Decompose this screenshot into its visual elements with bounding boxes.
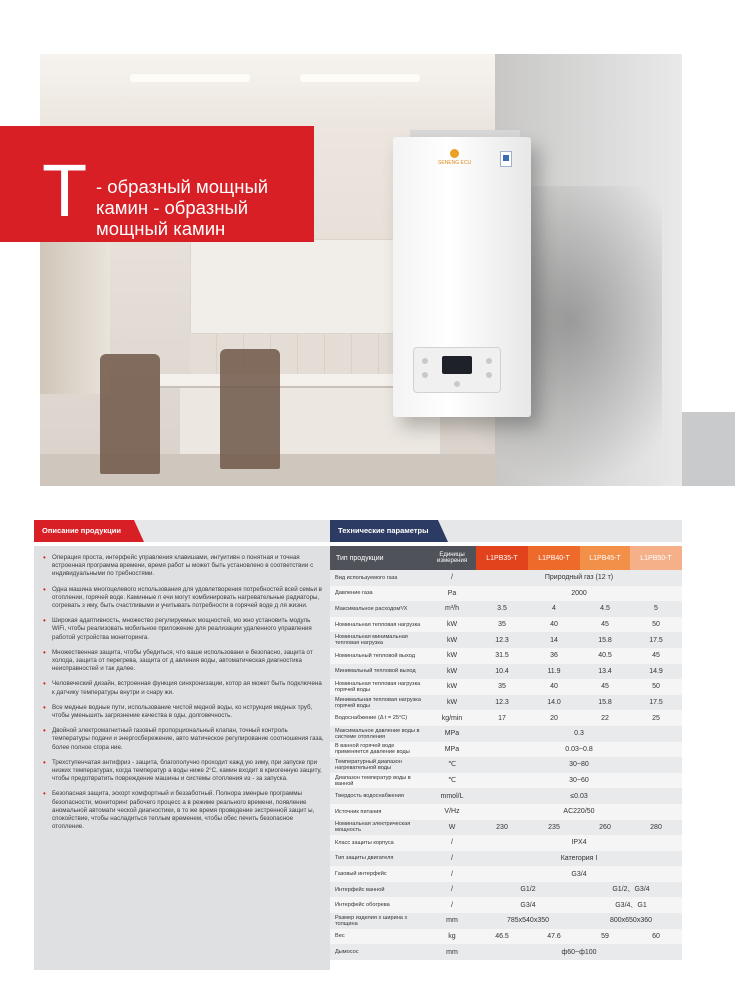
table-cell: G3/4 <box>476 866 682 882</box>
page-title: - образный мощный камин - образный мощный камин <box>96 176 269 239</box>
table-cell: Номинальная тепловая нагрузка горячей воды <box>330 679 428 695</box>
decor-block <box>682 412 735 486</box>
hero-image <box>40 54 682 486</box>
table-row <box>330 648 682 664</box>
table-cell: 31.5 <box>476 648 528 664</box>
table-cell: G3/4、G1 <box>580 897 682 913</box>
table-cell: mm <box>428 913 476 929</box>
description-list <box>42 554 324 831</box>
table-cell: Pa <box>428 586 476 602</box>
table-row <box>330 586 682 602</box>
table-cell: Диапазон температур воды в ванной <box>330 773 428 789</box>
table-row <box>330 835 682 851</box>
energy-label-icon <box>500 151 512 167</box>
table-cell: 4 <box>528 601 580 617</box>
table-row <box>330 617 682 633</box>
table-cell: IPX4 <box>476 835 682 851</box>
table-cell: Номинальная минимальная тепловая нагрузка <box>330 632 428 648</box>
chair <box>220 349 280 469</box>
column-header: L1PB40-T <box>528 546 580 570</box>
table-cell: Минимальный тепловой выход <box>330 664 428 680</box>
list-item: • Одна машина многоцелевого использования для удовлетворения потребностей всей семьи в отоплении, горячей воде. Каминные п ечи могут комбинировать нагревательные радиаторы, согревать з иму, быть счастливыми и учитывать потребности в горячей воде д ля жизни. <box>42 586 324 611</box>
ceiling-light <box>300 74 420 82</box>
table-cell: 40 <box>528 617 580 633</box>
panel-button-icon <box>454 381 460 387</box>
table-cell: / <box>428 882 476 898</box>
boiler-control-panel <box>413 347 501 393</box>
table-row <box>330 710 682 726</box>
table-cell: Вес <box>330 929 428 945</box>
table-cell: kW <box>428 617 476 633</box>
table-row <box>330 882 682 898</box>
table-row <box>330 773 682 789</box>
table-row <box>330 601 682 617</box>
table-cell: 12.3 <box>476 632 528 648</box>
table-cell: 0.3 <box>476 726 682 742</box>
table-cell: 230 <box>476 820 528 836</box>
table-row <box>330 788 682 804</box>
table-cell: / <box>428 897 476 913</box>
title-letter: T <box>42 149 88 232</box>
table-cell: 5 <box>630 601 682 617</box>
column-header: Тип продукции <box>330 546 428 570</box>
table-cell: W <box>428 820 476 836</box>
table-row <box>330 695 682 711</box>
table-row <box>330 820 682 836</box>
table-row <box>330 726 682 742</box>
list-item: • Множественная защита, чтобы убедиться, что ваше использовани е безопасно, защита от холода, защита от перегрева, защита от д авления воды, автоматическая диагностика неисправностей и так далее. <box>42 649 324 674</box>
table-cell: kW <box>428 632 476 648</box>
table-cell: 14.9 <box>630 664 682 680</box>
panel-button-icon <box>486 358 492 364</box>
title-banner <box>0 126 314 242</box>
table-row <box>330 570 682 586</box>
table-cell: 13.4 <box>580 664 630 680</box>
table-cell: 4.5 <box>580 601 630 617</box>
table-cell: / <box>428 866 476 882</box>
table-cell: 17.5 <box>630 695 682 711</box>
table-cell: 12.3 <box>476 695 528 711</box>
sun-icon <box>450 149 459 158</box>
table-cell: Номинальный тепловой выход <box>330 648 428 664</box>
panel-button-icon <box>422 372 428 378</box>
table-cell: / <box>428 851 476 867</box>
table-cell: 50 <box>630 679 682 695</box>
table-cell: 10.4 <box>476 664 528 680</box>
table-cell: G1/2 <box>476 882 580 898</box>
table-cell: 15.8 <box>580 632 630 648</box>
table-cell: 45 <box>580 679 630 695</box>
table-cell: kW <box>428 695 476 711</box>
specs-header-bar <box>330 520 682 542</box>
table-cell: MPa <box>428 726 476 742</box>
table-cell: Источник питания <box>330 804 428 820</box>
table-cell: mm <box>428 944 476 960</box>
table-cell: Максимальное давление воды в системе отопления <box>330 726 428 742</box>
table-cell: Газовый интерфейс <box>330 866 428 882</box>
table-cell: 60 <box>630 929 682 945</box>
table-row <box>330 897 682 913</box>
table-cell: kW <box>428 679 476 695</box>
table-cell: ≤0.03 <box>476 788 682 804</box>
table-cell: 280 <box>630 820 682 836</box>
table-cell: Природный газ (12 т) <box>476 570 682 586</box>
boiler-image <box>393 137 531 417</box>
description-header-bar <box>34 520 330 542</box>
table-cell: 20 <box>528 710 580 726</box>
table-cell: 47.6 <box>528 929 580 945</box>
table-cell: kg/min <box>428 710 476 726</box>
table-cell: Размер изделия x ширина x толщина <box>330 913 428 929</box>
table-cell: 15.8 <box>580 695 630 711</box>
table-cell: Тип защиты двигателя <box>330 851 428 867</box>
list-item: • Безопасная защита, эскорт комфортный и беззаботный. Полнора зменрые программы безопасности, мониторинг рабочего процесс а в режиме реального времени, появление аномальной автомати ческой диагностики, в то же время проведение экстренной защит ы, спокойствие, чтобы насладиться теплым временем, чтобы обес печить безопасное отопление. <box>42 790 324 831</box>
table-row <box>330 913 682 929</box>
table-cell: ℃ <box>428 757 476 773</box>
table-cell: kW <box>428 664 476 680</box>
table-row <box>330 742 682 758</box>
table-cell: Дымосос <box>330 944 428 960</box>
table-cell: 800x650x360 <box>580 913 682 929</box>
table-cell: 11.9 <box>528 664 580 680</box>
table-cell: G3/4 <box>476 897 580 913</box>
table-cell: 50 <box>630 617 682 633</box>
table-row <box>330 929 682 945</box>
table-cell: AC220/50 <box>476 804 682 820</box>
table-cell: Номинальная электрическая мощность <box>330 820 428 836</box>
table-cell: 30~80 <box>476 757 682 773</box>
table-cell: 17 <box>476 710 528 726</box>
table-row <box>330 804 682 820</box>
table-cell: Интерфейс ванной <box>330 882 428 898</box>
table-cell: G1/2、G3/4 <box>580 882 682 898</box>
table-cell: Водоснабжение (Δ t = 25°C) <box>330 710 428 726</box>
table-cell: 46.5 <box>476 929 528 945</box>
panel-button-icon <box>486 372 492 378</box>
list-item: • Трехступенчатая антифриз - защита, благополучно проходит кажд ую зиму, при запуске при низких температурах, когда температур а воды ниже 2°C, камин входит в криогенную защиту, чтобы предотвратить повреждение машины и системы отопления из - за запуска. <box>42 759 324 784</box>
table-cell: Максимальное расходом³/Х <box>330 601 428 617</box>
table-cell: Интерфейс обогрева <box>330 897 428 913</box>
table-cell: kg <box>428 929 476 945</box>
description-header: Описание продукции <box>34 520 134 542</box>
table-cell: ф60~ф100 <box>476 944 682 960</box>
specs-table <box>330 546 682 960</box>
table-row <box>330 679 682 695</box>
table-cell: / <box>428 835 476 851</box>
table-cell: 260 <box>580 820 630 836</box>
table-row <box>330 757 682 773</box>
list-item: • Двойной электромагнитный газовый пропорциональный клапан, точный контроль температуры подачи и энергосбережение, авто матическое регулирование соотношения газа, более полное сгора ние. <box>42 727 324 752</box>
table-cell: 22 <box>580 710 630 726</box>
table-cell: 2000 <box>476 586 682 602</box>
column-header: Единицы измерения <box>428 546 476 570</box>
table-cell: 3.5 <box>476 601 528 617</box>
table-cell: Минимальная тепловая нагрузка горячей воды <box>330 695 428 711</box>
chair <box>100 354 160 474</box>
table-cell: Твердость водоснабжения <box>330 788 428 804</box>
table-cell: V/Hz <box>428 804 476 820</box>
table-cell: 35 <box>476 617 528 633</box>
table-cell: mmol/L <box>428 788 476 804</box>
brand-logo: SENENG ECU <box>438 149 471 166</box>
table-row <box>330 664 682 680</box>
column-header: L1PB35-T <box>476 546 528 570</box>
column-header: L1PB45-T <box>580 546 630 570</box>
table-row <box>330 632 682 648</box>
table-row <box>330 851 682 867</box>
table-header-row <box>330 546 682 570</box>
table-cell: ℃ <box>428 773 476 789</box>
table-row <box>330 866 682 882</box>
table-cell: kW <box>428 648 476 664</box>
table-cell: 35 <box>476 679 528 695</box>
table-cell: Категория I <box>476 851 682 867</box>
table-cell: 25 <box>630 710 682 726</box>
table-cell: В ванной горячей воде применяется давление воды <box>330 742 428 758</box>
table-cell: 17.5 <box>630 632 682 648</box>
table-row <box>330 944 682 960</box>
table-cell: 785x540x350 <box>476 913 580 929</box>
table-cell: 235 <box>528 820 580 836</box>
specs-header: Технические параметры <box>330 520 438 542</box>
table-cell: 14.0 <box>528 695 580 711</box>
table-cell: 45 <box>580 617 630 633</box>
table-cell: 40 <box>528 679 580 695</box>
boiler-display <box>442 356 472 374</box>
table-cell: 30~60 <box>476 773 682 789</box>
list-item: • Широкая адаптивность, множество регулируемых мощностей, мо жно установить модуль WiFi, чтобы реализовать мобильное приложение для реализации удаленного управления работой устройства мониторинга. <box>42 617 324 642</box>
list-item: • Человеческий дизайн, встроенная функция синхронизации, котор ая может быть подключена к датчику температуры внутри и снару жи. <box>42 680 324 696</box>
table-cell: Давление газа <box>330 586 428 602</box>
table-cell: 36 <box>528 648 580 664</box>
table-cell: Температурный диапазон нагревательной воды <box>330 757 428 773</box>
table-cell: / <box>428 570 476 586</box>
table-cell: m³/h <box>428 601 476 617</box>
table-cell: 45 <box>630 648 682 664</box>
specs-body <box>330 570 682 960</box>
list-item: • Все медные водные пути, использование чистой медной воды, ко нструкция медных труб, чтобы уменьшить загрязнение качества в оды, долговечность. <box>42 704 324 720</box>
table-cell: Вид используемого газа <box>330 570 428 586</box>
table-cell: 40.5 <box>580 648 630 664</box>
table-cell: 14 <box>528 632 580 648</box>
list-item: • Операция проста, интерфейс управления клавишами, интуитивн о понятная и точная встроенная программа времени, время работ ы может быть установлено в соответствии с индивидуальными по требностями. <box>42 554 324 579</box>
ceiling-light <box>130 74 250 82</box>
description-panel <box>34 546 330 970</box>
table-cell: MPa <box>428 742 476 758</box>
table-cell: Класс защиты корпуса <box>330 835 428 851</box>
table-cell: 59 <box>580 929 630 945</box>
table-cell: 0.03~0.8 <box>476 742 682 758</box>
panel-button-icon <box>422 358 428 364</box>
column-header: L1PB50-T <box>630 546 682 570</box>
table-cell: Номинальная тепловая нагрузка <box>330 617 428 633</box>
